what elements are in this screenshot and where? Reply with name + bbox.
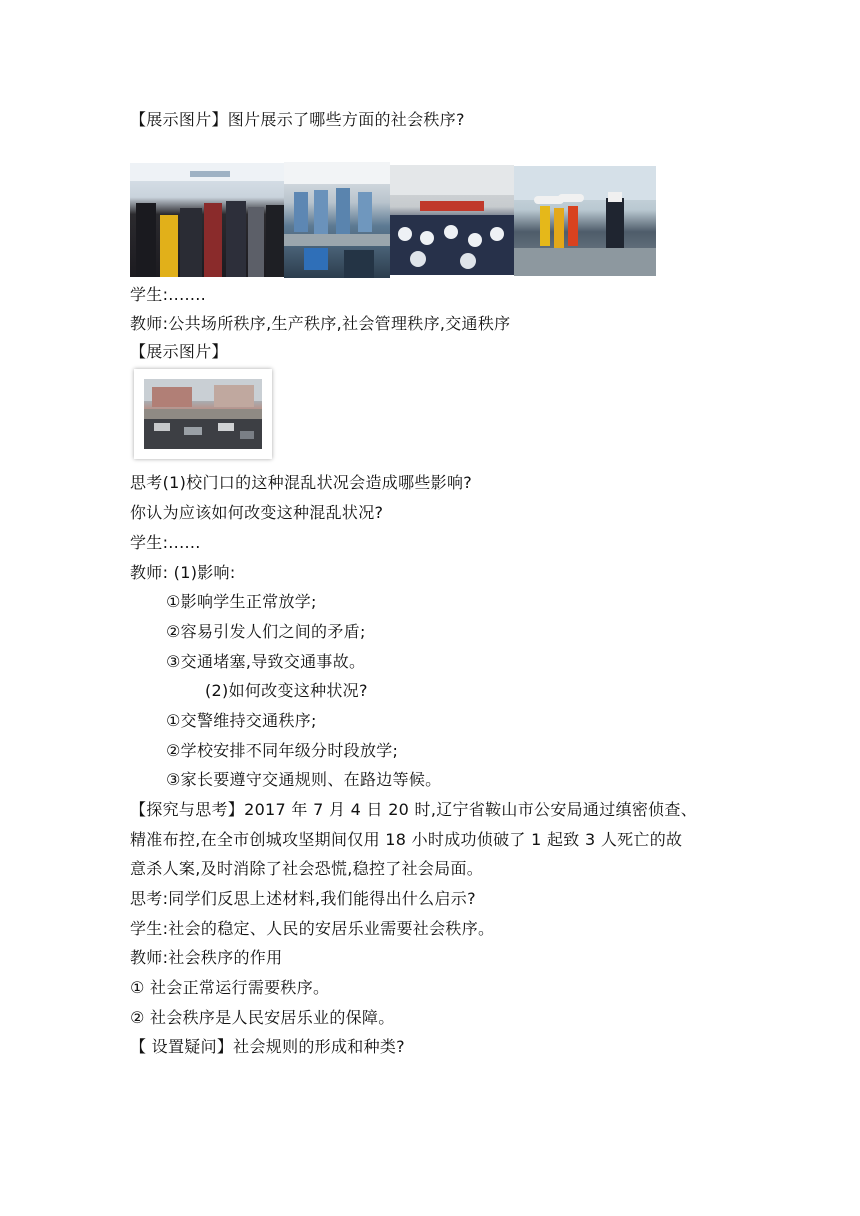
line-teacher-role-heading: 教师:社会秩序的作用: [130, 948, 283, 967]
line-explore-think-3: 意杀人案,及时消除了社会恐慌,稳控了社会局面。: [130, 859, 484, 878]
line-show-pictures-2: 【展示图片】: [130, 342, 228, 361]
photo-public-place-order: [130, 163, 284, 277]
line-set-question: 【 设置疑问】社会规则的形成和种类?: [130, 1037, 405, 1056]
line-reflect-question: 思考:同学们反思上述材料,我们能得出什么启示?: [130, 889, 476, 908]
line-change-3: ③家长要遵守交通规则、在路边等候。: [166, 770, 442, 789]
line-teacher-impact-heading: 教师: (1)影响:: [130, 563, 236, 582]
line-explore-think-2: 精准布控,在全市创城攻坚期间仅用 18 小时成功侦破了 1 起致 3 人死亡的故: [130, 830, 683, 849]
line-change-2: ②学校安排不同年级分时段放学;: [166, 741, 399, 760]
line-student-answer-3: 学生:社会的稳定、人民的安居乐业需要社会秩序。: [130, 919, 495, 938]
line-impact-1: ①影响学生正常放学;: [166, 592, 317, 611]
line-role-1: ① 社会正常运行需要秩序。: [130, 978, 330, 997]
line-impact-3: ③交通堵塞,导致交通事故。: [166, 652, 366, 671]
photo-strip: [130, 162, 656, 278]
photo-social-management-order: [390, 165, 514, 275]
photo-traffic-order: [514, 166, 656, 276]
line-role-2: ② 社会秩序是人民安居乐业的保障。: [130, 1008, 395, 1027]
line-student-answer-1: 学生:.......: [130, 285, 206, 304]
line-impact-2: ②容易引发人们之间的矛盾;: [166, 622, 366, 641]
line-how-to-change-heading: (2)如何改变这种状况?: [205, 681, 368, 700]
line-think-2: 你认为应该如何改变这种混乱状况?: [130, 503, 384, 522]
line-think-1: 思考(1)校门口的这种混乱状况会造成哪些影响?: [130, 473, 473, 492]
line-explore-think-1: 【探究与思考】2017 年 7 月 4 日 20 时,辽宁省鞍山市公安局通过缜密侦查、: [130, 800, 698, 819]
photo-school-gate-chaos: [144, 379, 262, 449]
photo-production-order: [284, 162, 390, 278]
line-change-1: ①交警维持交通秩序;: [166, 711, 317, 730]
line-student-answer-2: 学生:......: [130, 533, 201, 552]
line-teacher-answer-1: 教师:公共场所秩序,生产秩序,社会管理秩序,交通秩序: [130, 314, 511, 333]
photo-school-gate-frame: [134, 369, 272, 459]
line-show-pictures-question: 【展示图片】图片展示了哪些方面的社会秩序?: [130, 110, 465, 129]
